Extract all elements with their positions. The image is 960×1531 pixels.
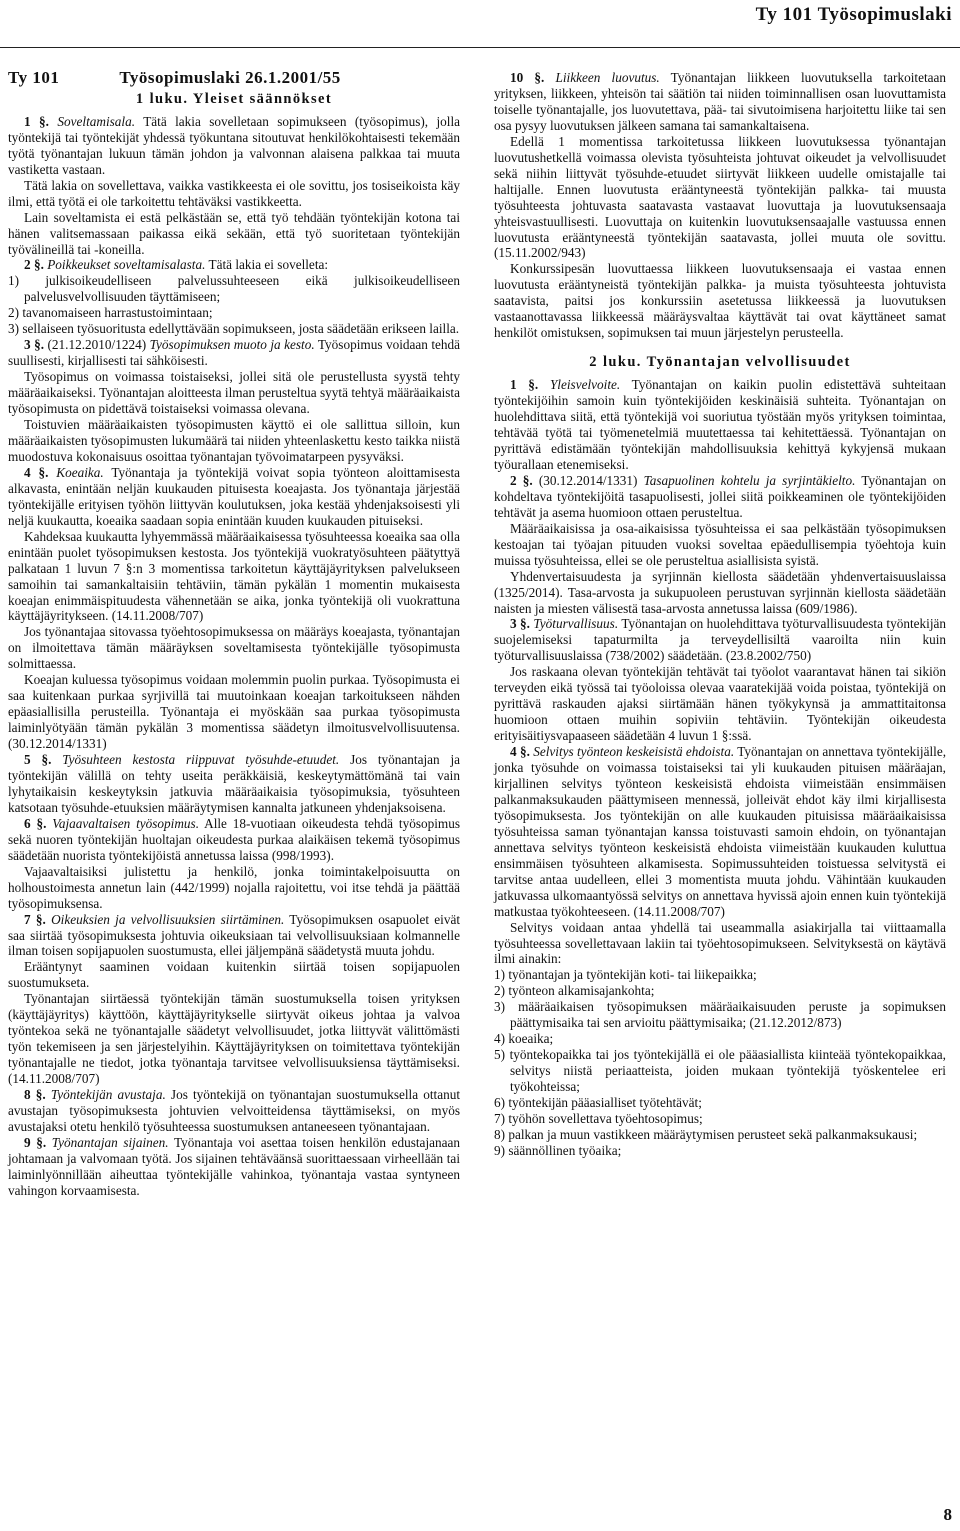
running-head: Ty 101 Työsopimuslaki [755,4,952,25]
list-item [494,1095,946,1111]
list-item [494,967,946,983]
right-body-bottom [494,377,946,1159]
section-number: 4 §. [510,744,530,760]
page-number: 8 [943,1505,952,1524]
section-title: Työsopimuksen muoto ja kesto. [149,337,315,353]
paragraph-text: Työnantajan on kohdeltava työntekijöitä tasapuolisesti, jollei siitä poikkeaminen ole työntekijöiden tehtävät ja asema huomioon ottaen perusteltua. [494,472,946,520]
right-column [494,70,946,1159]
list-item [494,1126,946,1143]
paragraph-text: Tätä lakia on sovellettava, vaikka vastikkeesta ei ole sovittu, jos tosiseikoista käy ilmi, että työtä ei ole tarkoitettu tehtäväksi vastikkeetta. [8,177,460,209]
paragraph-text: 3) sellaiseen työsuoritusta edellyttävään sopimukseen, josta säädetään erikseen lailla. [8,321,460,337]
paragraph [8,624,460,672]
section-number: 3 §. [24,337,45,353]
paragraph-text: Työnantajan on huolehdittava työturvallisuudesta työntekijän suojelemiseksi tapaturmilta ja terveydellisiltä vaaroilta niin kuin työturvallisuuslaissa (738/2002) säädetään. (23.8.2002/750) [494,616,947,664]
paragraph-text: Tätä lakia sovelletaan sopimukseen (työsopimus), jolla työntekijä tai työntekijät yhdessä työkuntana sitoutuvat henkilökohtaisesti tekemään työtä työnantajan lukuun tämän johdon ja valvonnan alaisena palkkaa tai muuta vastiketta vastaan. [8,113,461,177]
chapter-heading: 1 luku. Yleiset säännökset [135,90,333,107]
list-item [494,1047,946,1095]
paragraph-text: Työsopimuksen osapuolet eivät saa siirtää työsopimuksesta johtuvia oikeuksiaan tai velvollisuuksiaan kolmannelle ilman toisen sopijapuolen suostumusta, ellei jäljempänä säädetystä muuta johdu. [8,911,461,959]
section-number: 8 §. [24,1087,46,1103]
section-paragraph [8,114,460,178]
paragraph [8,417,460,465]
paragraph-text: Vajaavaltaisiksi julistettu ja henkilö, jonka toimintakelpoisuutta on holhoustoimesta annetun lain (442/1999) nojalla rajoitettu, voi itse tehdä ja päättää työsopimuksensa. [8,863,460,911]
section-paragraph [8,912,460,960]
paragraph [494,521,946,569]
section-title: Soveltamisala. [57,113,136,129]
paragraph-text: 6) työntekijän pääasialliset työtehtävät; [494,1095,702,1111]
paragraph [8,178,460,210]
paragraph-text: Määräaikaisissa ja osa-aikaisissa työsuhteissa ei saa pelkästään työsopimuksen kestoajan tai työajan pituuden vuoksi soveltaa epäedullisempia työehtoja kuin muissa työsuhteissa, ellei se ole perusteltua asiallisista syistä. [494,520,946,568]
list-item [494,1031,946,1047]
section-title: Oikeuksien ja velvollisuuksien siirtäminen. [51,911,285,927]
section-title: Työnantajan sijainen. [51,1134,169,1150]
paragraph-text: 5) työntekopaikka tai jos työntekijällä ei ole pääasiallista kiinteää työntekopaikkaa, selvitys niistä periaatteista, joiden mukaan työntekijä työskentelee eri työkohteissa; [494,1047,946,1095]
paragraph-text: Työnantajan on annettava työntekijälle, jonka työsuhde on voimassa toistaiseksi tai yli kuukauden pituisen määräajan, kirjallinen selvitys työnteon keskeisistä ehdoista viimeistään ensimmäisen palkanmaksukauden päättymiseen mennessä, jolleivät ehdot käy ilmi kirjallisesta työsopimuksesta. Jos työntekijän on alle kuukauden pituisissa määräaikaisissa työsuhteissa saman työnantajan kanssa toistuvasti samoin ehdoin, on työnantajan annettava selvitys työnteon keskeisistä ehdoista viimeistään kuukauden kuluttua ensimmäisen työsuhteen alkamisesta. Sopimussuhteiden toistuessa selvitystä ei tarvitse antaa uudelleen, ellei 3 momentista muuta johdu. Vähintään kuukauden jatkuvassa ulkomaantyössä selvitys on annettava hyvissä ajoin ennen kuin työntekijä matkustaa työkohteeseen. (14.11.2008/707) [494,744,947,919]
paragraph [494,134,946,262]
section-paragraph [8,257,460,273]
paragraph [8,959,460,991]
section-number: 9 §. [24,1134,47,1150]
list-item [494,1142,946,1159]
paragraph [494,261,946,341]
paragraph-text: Yhdenvertaisuudesta ja syrjinnän kiellosta säädetään yhdenvertaisuuslaissa (1325/2014). Tasa-arvosta ja sukupuoleen perustuvan syrjinnän kiellosta säädetään naisten ja miesten välisestä tasa-arvosta annetussa laissa (609/1986). [494,568,946,616]
section-title: Selvitys työnteon keskeisistä ehdoista. [533,744,735,760]
paragraph [494,920,946,968]
section-number: 7 §. [24,911,46,927]
section-paragraph [494,473,946,521]
paragraph-text: Työnantaja voi asettaa toisen henkilön edustajanaan johtamaan ja valvomaan työtä. Jos sijainen tehtäväänsä suorittaessaan virheellään tai laiminlyönnillään aiheuttaa työntekijälle vahinkoa, työnantaja vastaa syntyneen vahingon korvaamisesta. [8,1134,461,1198]
section-paragraph [8,752,460,816]
section-paragraph [8,1087,460,1135]
list-item [8,305,460,321]
paragraph-text: Edellä 1 momentissa tarkoitetussa liikkeen luovutuksessa työnantajan luovutushetkellä voimassa olevista työsuhteista johtuvat oikeudet ja velvollisuudet sekä niihin liittyvät työsuhde-etuudet siirtyvät liikkeen uudelle omistajalle tai haltijalle. Ennen luovutusta erääntyneestä työntekijän palkka- tai muusta työsuhteesta johtuvasta saatavasta vastaavat luovuttaja ja luovutuksensaaja yhteisvastuullisesti. Luovuttaja on kuitenkin luovutuksensaajalle vastuussa ennen luovutusta erääntyneestä työntekijän saatavasta, jollei muuta ole sovittu. (15.11.2002/943) [494,133,946,261]
section-title: Koeaika. [56,464,104,480]
amendment-ref: (30.12.2014/1331) [538,472,638,488]
section-number: 2 §. [510,472,533,488]
section-title: Vajaavaltaisen työsopimus. [52,815,200,831]
amendment-ref: (21.12.2010/1224) [47,337,147,353]
paragraph-text: 1) työnantajan ja työntekijän koti- tai liikepaikka; [494,967,757,983]
paragraph [494,569,946,617]
section-title: Yleisvelvoite. [549,377,621,393]
section-title: Liikkeen luovutus. [555,70,660,85]
list-item [494,999,946,1031]
paragraph-text: 2) tavanomaiseen harrastustoimintaan; [8,305,213,321]
section-paragraph [8,465,460,529]
paragraph [8,864,460,912]
paragraph-text: Työnantajan on kaikin puolin edistettävä suhteitaan työntekijöihin samoin kuin työntekijöiden keskinäisiä suhteita. Työnantajan on huolehdittava siitä, että työntekijä voi suoriutua työstään myös yrityksen toimintaa, tehtävää työtä tai työmenetelmiä muutettaessa tai kehitettäessä. Työnantajan on pyrittävä edistämään työntekijän mahdollisuuksia kehittyä kykyjensä mukaan työurallaan etenemiseksi. [494,377,947,472]
section-number: 6 §. [24,815,47,831]
list-item [8,321,460,337]
paragraph-text: Työnantajan liikkeen luovutuksella tarkoitetaan yrityksen, liikkeen, yhteisön tai säätiön tai niiden toiminnallisen osan luovuttamista toiselle työnantajalle, jos luovutettava, pää- tai sivutoimisena harjoitettu liike tai sen osa pysyy luovutuksen jälkeen samana tai samankaltaisena. [494,70,947,133]
paragraph-text: Työnantajan siirtäessä työntekijän tämän suostumuksella toisen yrityksen (käyttäjäyritys) käyttöön, käyttäjäyritykselle siirtyvät oikeus johtaa ja valvoa työntekoa sekä ne työnantajalle säädetyt velvollisuudet, jotka liittyvät välittömästi työn tekemiseen ja sen järjestelyihin. Käyttäjäyrityksen on toimitettava työntekijän työnantajalle ne tiedot, jotka työnantaja tarvitsee velvollisuuksiensa täyttämiseksi. (14.11.2008/707) [8,991,460,1087]
left-body [8,114,460,1199]
section-number: 1 §. [24,113,49,129]
paragraph-text: Kahdeksaa kuukautta lyhyemmässä määräaikaisessa työsuhteessa koeaika saa olla enintään puolet työsopimuksen kestosta. Jos työntekijä vuokratyösuhteen päätyttyä palkataan 1 luvun 7 §:n 3 momentissa tarkoitetun käyttäjäyrityksen palvelukseen samoihin tai samankaltaisiin tehtäviin, tämän pykälän 1 momentin mukaisesta koeajan enimmäispituudesta vähennetään se aika, jonka työntekijä oli vuokrattuna käyttäjäyritykseen. (14.11.2008/707) [8,528,460,624]
list-item [494,983,946,999]
section-number: 1 §. [510,377,539,393]
list-item [494,1111,946,1127]
paragraph-text: Lain soveltamista ei estä pelkästään se, että työ tehdään työntekijän kotona tai hänen valitsemassaan paikassa eikä sekään, että työ suoritetaan työntekijän työvälineillä tai -koneilla. [8,209,460,257]
paragraph-text: Jos työnantajan ja työntekijän välillä on tehty useita peräkkäisiä, keskeytymättömänä tai vain lyhytaikaisin keskeytyksin jatkuvia määräaikaisia työsopimuksia, työsuhteen katsotaan työsuhde-etuuksien määräytymisen kannalta jatkuneen yhdenjaksoisena. [8,752,461,815]
paragraph-text: Jos työntekijä on työnantajan suostumuksella ottanut avustajan työsopimuksesta johtuvien velvoitteidensa täyttämiseksi, on myös avustajaksi otetu henkilö työsuhteessa suostumuksen antaneeseen työnantajaan. [8,1087,461,1134]
section-title: Poikkeukset soveltamisalasta. [47,257,206,273]
section-paragraph [8,1135,460,1199]
paragraph-text: Työnantaja ja työntekijä voivat sopia työnteon aloittamisesta alkavasta, enintään neljän kuukauden pituisesta koeajasta. Jos työnantaja järjestää työntekijälle erityisen työhön liittyvän koulutuksen, joka kestää yhdenjaksoisesti yli neljä kuukautta, koeaika saadaan sopia enintään kuuden kuukauden pituiseksi. [8,464,461,528]
section-title: Työntekijän avustaja. [50,1087,166,1103]
left-column [8,70,460,1199]
section-title: Tasapuolinen kohtelu ja syrjintäkielto. [643,472,856,488]
section-number: 4 §. [24,464,49,480]
document-name: Työsopimuslaki 26.1.2001/55 [119,68,341,87]
section-title: Työsuhteen kestosta riippuvat työsuhde-etuudet. [62,752,340,768]
section-paragraph [494,70,946,134]
paragraph-text: Työsopimus voidaan tehdä suullisesti, kirjallisesti tai sähköisesti. [8,337,461,369]
paragraph-text: 3) määräaikaisen työsopimuksen määräaikaisuuden peruste ja sopimuksen päättymisaika tai sen arvioitu päättymisaika; (21.12.2012/873) [494,999,946,1031]
right-body-top [494,70,946,341]
paragraph-text: Toistuvien määräaikaisten työsopimusten käyttö ei ole sallittua silloin, kun määräaikaisten työsopimusten lukumäärä tai niiden yhteenlaskettu kesto taikka niistä muodostuva kokonaisuus osoittaa työnantajan työvoimatarpeen pysyväksi. [8,417,460,464]
document-title [8,70,460,86]
paragraph-text: Alle 18-vuotiaan oikeudesta tehdä työsopimus sekä nuoren työntekijän huoltajan oikeudesta purkaa alaikäisen tekemä työsopimus säädetään nuorista työntekijöistä annetussa laissa (998/1993). [8,815,460,863]
section-title: Työturvallisuus. [533,616,619,632]
paragraph-text: 8) palkan ja muun vastikkeen määräytymisen perusteet sekä palkanmaksukausi; [494,1126,918,1142]
section-paragraph [8,337,460,369]
paragraph-text: 7) työhön sovellettava työehtosopimus; [494,1111,703,1126]
document-code: Ty 101 [8,68,60,87]
section-paragraph [494,616,946,664]
paragraph-text: Koeajan kuluessa työsopimus voidaan molemmin puolin purkaa. Työsopimusta ei saa kuitenkaan purkaa syrjivillä tai muutoinkaan koeajan tarkoitukseen nähden epäasiallisilla perusteilla. Työnantaja ei myöskään saa purkaa työsopimusta laiminlyötyään tämän pykälän 3 momentissa säädetyn ilmoitusvelvollisuutensa. (30.12.2014/1331) [8,672,460,752]
paragraph [8,991,460,1087]
paragraph-text: Selvitys voidaan antaa yhdellä tai useammalla asiakirjalla tai viittaamalla työsuhteessa sovellettavaan lakiin tai työehtosopimukseen. Selvityksestä on käytävä ilmi ainakin: [494,919,946,967]
section-number: 10 §. [510,70,545,85]
paragraph [8,672,460,752]
list-item [8,273,460,305]
paragraph [8,369,460,417]
paragraph-text: 1) julkisoikeudelliseen palvelussuhteeseen eikä julkisoikeudelliseen palvelusvelvollisuuden täyttämiseen; [8,273,460,305]
section-paragraph [494,744,946,919]
paragraph-text: Työsopimus on voimassa toistaiseksi, jollei sitä ole perustellusta syystä tehty määräaikaiseksi. Työnantajan aloitteesta ilman perusteltua syytä tehtyä määräaikaista työsopimusta on pidettävä toistaiseksi voimassa olevana. [8,369,460,417]
paragraph [8,210,460,258]
paragraph [494,664,946,744]
section-paragraph [8,816,460,864]
paragraph-text: 4) koeaika; [494,1031,554,1047]
paragraph-text: Jos työnantajaa sitovassa työehtosopimuksessa on määräys koeajasta, työnantajan on ilmoitettava tämän määräyksen soveltamisesta työntekijälle työsopimusta solmittaessa. [8,624,460,672]
paragraph-text: Tätä lakia ei sovelleta: [208,257,329,273]
section-paragraph [494,377,946,473]
section-number: 5 §. [24,752,52,768]
section-number: 3 §. [510,616,530,632]
header-rule [0,47,960,48]
paragraph-text: Jos raskaana olevan työntekijän tehtävät tai työolot vaarantavat hänen tai sikiön terveyden eikä työssä tai työoloissa olevaa vaaratekijää voida poistaa, työntekijä on pyrittävä raskauden ajaksi siirtämään hänen työkykynsä ja ammattitaitonsa huomioon ottaen muihin sopiviin tehtäviin. Työntekijän oikeudesta erityisäitiysvapaaseen säädetään 4 luvun 1 §:ssä. [494,664,946,744]
paragraph-text: Konkurssipesän luovuttaessa liikkeen luovutuksensaaja ei vastaa ennen luovutusta erääntyneistä työntekijän palkka- ja muista työsuhteesta johtuvista saatavista, paitsi jos konkurssiin asetetussa liikkeessä ja luovutuksen vastaanottavassa liikkeessä määräysvaltaa käyttävät tai ovat käyttäneet samat henkilöt omistuksen, sopimuksen tai muun järjestelyn perusteella. [494,261,946,341]
paragraph-text: Erääntynyt saaminen voidaan kuitenkin siirtää toisen sopijapuolen suostumukseta. [8,959,460,991]
paragraph [8,529,460,625]
section-number: 2 §. [24,257,44,273]
chapter-heading: 2 luku. Työnantajan velvollisuudet [589,354,851,371]
paragraph-text: 9) säännöllinen työaika; [494,1142,622,1158]
paragraph-text: 2) työnteon alkamisajankohta; [494,983,655,999]
